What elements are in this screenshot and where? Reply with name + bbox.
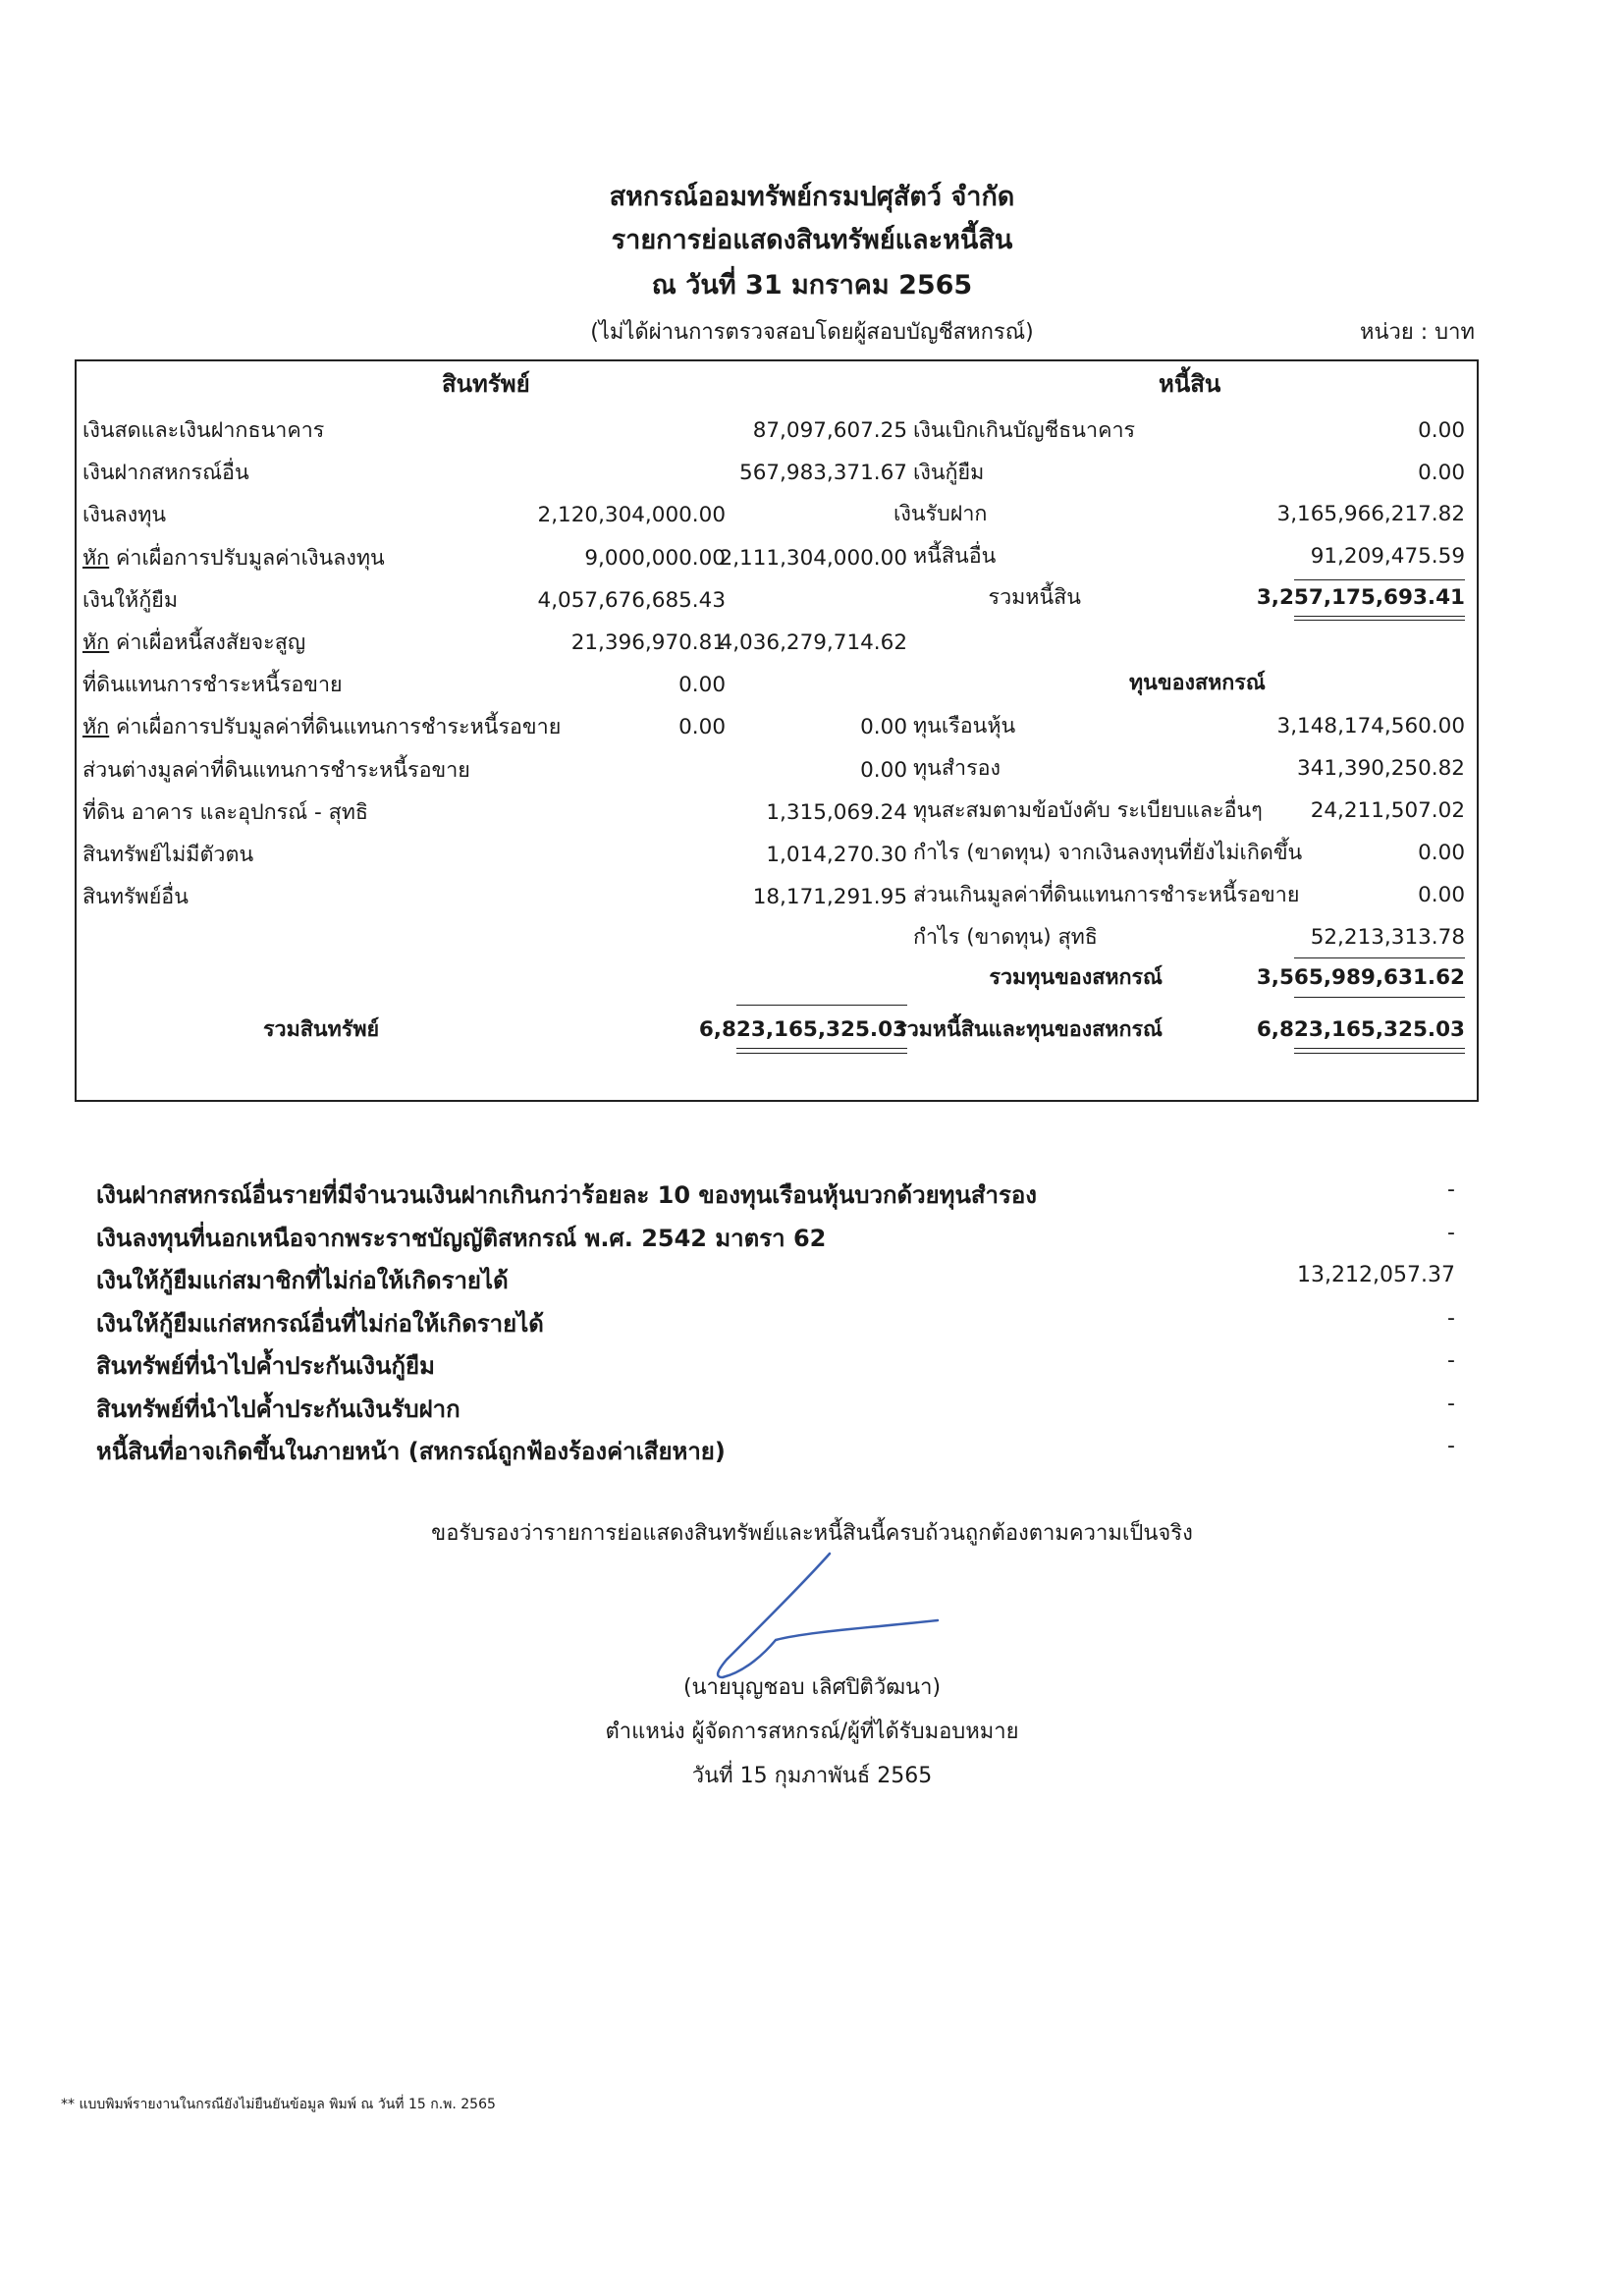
asset-label-text: ที่ดินแทนการชำระหนี้รอขาย bbox=[82, 673, 343, 697]
liability-row-label: เงินรับฝาก bbox=[893, 502, 988, 526]
asset-label-text: ค่าเผื่อหนี้สงสัยจะสูญ bbox=[109, 630, 306, 655]
note-label: สินทรัพย์ที่นำไปค้ำประกันเงินรับฝาก bbox=[96, 1395, 460, 1423]
liabilities-total-value: 3,257,175,693.41 bbox=[1256, 585, 1465, 610]
liabilities-heading: หนี้สิน bbox=[1159, 370, 1221, 398]
assets-total-double-rule-2 bbox=[736, 1053, 907, 1054]
asset-row-net: 1,315,069.24 bbox=[766, 800, 907, 825]
asset-row-net: 567,983,371.67 bbox=[739, 461, 907, 485]
asset-row-net: 4,036,279,714.62 bbox=[719, 630, 907, 655]
note-label: สินทรัพย์ที่นำไปค้ำประกันเงินกู้ยืม bbox=[96, 1352, 435, 1380]
liabilities-total-double-rule-2 bbox=[1294, 620, 1465, 621]
asset-row-gross: 4,057,676,685.43 bbox=[537, 588, 726, 613]
note-label: เงินฝากสหกรณ์อื่นรายที่มีจำนวนเงินฝากเกินกว่าร้อยละ 10 ของทุนเรือนหุ้นบวกด้วยทุนสำรอง bbox=[96, 1181, 1038, 1209]
grand-total-double-rule-2 bbox=[1294, 1053, 1465, 1054]
equity-row-label: กำไร (ขาดทุน) จากเงินลงทุนที่ยังไม่เกิดขึ้น bbox=[913, 841, 1303, 865]
footnote: ** แบบพิมพ์รายงานในกรณียังไม่ยืนยันข้อมูล พิมพ์ ณ วันที่ 15 ก.พ. 2565 bbox=[61, 2097, 496, 2112]
asset-label-text: ค่าเผื่อการปรับมูลค่าที่ดินแทนการชำระหนี้รอขาย bbox=[109, 715, 562, 739]
asset-row-gross: 0.00 bbox=[678, 715, 726, 739]
asset-row-gross: 0.00 bbox=[678, 673, 726, 697]
note-value: - bbox=[1447, 1177, 1455, 1202]
equity-total-underline bbox=[1294, 997, 1465, 998]
signer-name: (นายบุญชอบ เลิศปิติวัฒนา) bbox=[682, 1675, 942, 1700]
assets-total-label: รวมสินทรัพย์ bbox=[263, 1017, 380, 1042]
grand-total-value: 6,823,165,325.03 bbox=[1256, 1017, 1465, 1042]
asset-row-net: 2,111,304,000.00 bbox=[719, 546, 907, 571]
asset-row-label bbox=[82, 802, 368, 824]
org-name: สหกรณ์ออมทรัพย์กรมปศุสัตว์ จำกัด bbox=[609, 182, 1015, 212]
equity-total-value: 3,565,989,631.62 bbox=[1256, 965, 1465, 990]
asset-row-net: 1,014,270.30 bbox=[766, 843, 907, 867]
asset-label-text: ค่าเผื่อการปรับมูลค่าเงินลงทุน bbox=[109, 546, 385, 571]
asset-label-text: ที่ดิน อาคาร และอุปกรณ์ - สุทธิ bbox=[82, 800, 368, 825]
note-value: - bbox=[1447, 1221, 1455, 1245]
asset-row-label bbox=[82, 420, 324, 442]
note-value: - bbox=[1447, 1434, 1455, 1458]
note-value: 13,212,057.37 bbox=[1297, 1263, 1455, 1287]
note-label: เงินลงทุนที่นอกเหนือจากพระราชบัญญัติสหกรณ์ พ.ศ. 2542 มาตรา 62 bbox=[96, 1225, 827, 1252]
report-title: รายการย่อแสดงสินทรัพย์และหนี้สิน bbox=[611, 225, 1013, 255]
grand-total-label: รวมหนี้สินและทุนของสหกรณ์ bbox=[895, 1017, 1163, 1042]
unit-label: หน่วย : บาท bbox=[1359, 320, 1475, 345]
equity-row-label: ทุนเรือนหุ้น bbox=[913, 714, 1016, 738]
audit-note: (ไม่ได้ผ่านการตรวจสอบโดยผู้สอบบัญชีสหกรณ์) bbox=[590, 320, 1034, 345]
note-value: - bbox=[1447, 1392, 1455, 1416]
equity-row-label: ทุนสำรอง bbox=[913, 756, 1001, 781]
asset-label-text: เงินให้กู้ยืม bbox=[82, 588, 179, 613]
equity-row-value: 24,211,507.02 bbox=[1310, 798, 1465, 823]
note-value: - bbox=[1447, 1348, 1455, 1373]
asset-row-gross: 9,000,000.00 bbox=[584, 546, 726, 571]
asset-row-label bbox=[82, 675, 343, 696]
grand-total-double-rule bbox=[1294, 1048, 1465, 1049]
equity-row-value: 0.00 bbox=[1418, 841, 1465, 865]
asset-label-text: เงินสดและเงินฝากธนาคาร bbox=[82, 418, 325, 443]
assets-total-value: 6,823,165,325.03 bbox=[698, 1017, 907, 1042]
report-date: ณ วันที่ 31 มกราคม 2565 bbox=[651, 270, 973, 301]
note-value: - bbox=[1447, 1306, 1455, 1331]
note-label: เงินให้กู้ยืมแก่สหกรณ์อื่นที่ไม่ก่อให้เกิดรายได้ bbox=[96, 1310, 544, 1338]
asset-row-label bbox=[82, 590, 178, 612]
equity-row-label: กำไร (ขาดทุน) สุทธิ bbox=[913, 925, 1098, 950]
liabilities-total-rule bbox=[1294, 579, 1465, 580]
asset-row-label bbox=[82, 760, 470, 782]
asset-row-label bbox=[82, 887, 189, 908]
liability-row-label: เงินกู้ยืม bbox=[913, 461, 985, 485]
equity-total-label: รวมทุนของสหกรณ์ bbox=[989, 965, 1163, 990]
liabilities-total-double-rule bbox=[1294, 616, 1465, 617]
equity-heading: ทุนของสหกรณ์ bbox=[1129, 671, 1266, 695]
asset-row-label bbox=[82, 717, 561, 738]
asset-label-text: สินทรัพย์ไม่มีตัวตน bbox=[82, 843, 254, 867]
equity-row-label: ส่วนเกินมูลค่าที่ดินแทนการชำระหนี้รอขาย bbox=[913, 883, 1300, 907]
liability-row-label: หนี้สินอื่น bbox=[913, 544, 997, 569]
asset-row-gross: 21,396,970.81 bbox=[570, 630, 726, 655]
asset-row-label bbox=[82, 548, 385, 570]
asset-row-label bbox=[82, 845, 253, 866]
asset-label-text: ส่วนต่างมูลค่าที่ดินแทนการชำระหนี้รอขาย bbox=[82, 758, 470, 783]
assets-total-rule bbox=[736, 1005, 907, 1006]
asset-row-net: 18,171,291.95 bbox=[752, 885, 907, 909]
assets-total-double-rule bbox=[736, 1048, 907, 1049]
liability-row-value: 91,209,475.59 bbox=[1310, 544, 1465, 569]
liability-row-value: 3,165,966,217.82 bbox=[1276, 502, 1465, 526]
asset-row-gross: 2,120,304,000.00 bbox=[537, 503, 726, 527]
asset-row-label bbox=[82, 632, 305, 654]
liability-row-label: เงินเบิกเกินบัญชีธนาคาร bbox=[913, 418, 1136, 443]
asset-row-label bbox=[82, 463, 249, 484]
asset-row-net: 0.00 bbox=[860, 715, 907, 739]
signature bbox=[687, 1542, 962, 1689]
asset-label-text: สินทรัพย์อื่น bbox=[82, 885, 189, 909]
asset-row-net: 0.00 bbox=[860, 758, 907, 783]
signed-date: วันที่ 15 กุมภาพันธ์ 2565 bbox=[691, 1764, 933, 1788]
note-label: เงินให้กู้ยืมแก่สมาชิกที่ไม่ก่อให้เกิดรายได้ bbox=[96, 1267, 509, 1294]
liabilities-total-label: รวมหนี้สิน bbox=[988, 585, 1081, 610]
liability-row-value: 0.00 bbox=[1418, 418, 1465, 443]
certification-statement: ขอรับรองว่ารายการย่อแสดงสินทรัพย์และหนี้สินนี้ครบถ้วนถูกต้องตามความเป็นจริง bbox=[431, 1521, 1193, 1546]
equity-total-rule bbox=[1294, 957, 1465, 958]
assets-heading: สินทรัพย์ bbox=[442, 370, 530, 398]
asset-label-text: เงินฝากสหกรณ์อื่น bbox=[82, 461, 249, 485]
asset-label-text: เงินลงทุน bbox=[82, 503, 167, 527]
deduct-prefix: หัก bbox=[82, 546, 110, 571]
equity-row-value: 3,148,174,560.00 bbox=[1276, 714, 1465, 738]
note-label: หนี้สินที่อาจเกิดขึ้นในภายหน้า (สหกรณ์ถูกฟ้องร้องค่าเสียหาย) bbox=[96, 1438, 726, 1465]
deduct-prefix: หัก bbox=[82, 630, 110, 655]
equity-row-label: ทุนสะสมตามข้อบังคับ ระเบียบและอื่นๆ bbox=[913, 798, 1263, 823]
equity-row-value: 341,390,250.82 bbox=[1297, 756, 1465, 781]
asset-row-net: 87,097,607.25 bbox=[752, 418, 907, 443]
equity-row-value: 52,213,313.78 bbox=[1310, 925, 1465, 950]
deduct-prefix: หัก bbox=[82, 715, 110, 739]
liability-row-value: 0.00 bbox=[1418, 461, 1465, 485]
asset-row-label bbox=[82, 505, 166, 526]
equity-row-value: 0.00 bbox=[1418, 883, 1465, 907]
signer-position: ตำแหน่ง ผู้จัดการสหกรณ์/ผู้ที่ได้รับมอบหมาย bbox=[605, 1720, 1019, 1744]
